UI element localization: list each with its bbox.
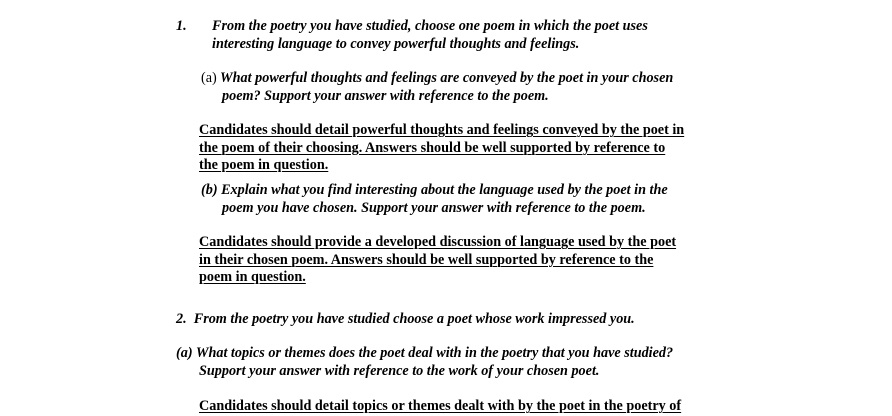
question-1-prompt-line-2: interesting language to convey powerful thoughts and feelings. [212,35,580,52]
question-1a-prompt-line-2: poem? Support your answer with reference to the poem. [222,87,549,104]
question-2-prompt [176,311,635,329]
question-1b-marking-line-2: in their chosen poem. Answers should be well supported by reference to the [199,251,654,268]
question-1b-prompt [201,182,668,217]
question-2a-label: (a) [176,345,193,361]
question-1a-marking-line-1: Candidates should detail powerful thoughts and feelings conveyed by the poet in [199,122,685,138]
question-1b-prompt-line-2: poem you have chosen. Support your answer with reference to the poem. [222,199,646,216]
question-2a-marking-line-1: Candidates should detail topics or themes dealt with by the poet in the poetry of [199,398,682,414]
question-2a-marking-guidance [199,398,681,416]
question-1-prompt [212,18,648,53]
question-1a-prompt-line-1: What powerful thoughts and feelings are conveyed by the poet in your chosen [220,70,674,86]
question-1-prompt-line-1: From the poetry you have studied, choose one poem in which the poet uses [212,18,648,34]
question-1a-marking-guidance [199,122,684,175]
question-2a-prompt [176,345,673,380]
question-2-prompt-text: From the poetry you have studied choose a poet whose work impressed you. [193,311,635,327]
question-1a-label: (a) [201,70,217,86]
question-1a-marking-line-2: the poem of their choosing. Answers should be well supported by reference to [199,139,666,156]
question-2a-prompt-line-2: Support your answer with reference to the work of your chosen poet. [199,362,600,379]
question-1b-prompt-line-1: Explain what you find interesting about the language used by the poet in the [221,182,668,198]
question-1b-marking-line-1: Candidates should provide a developed discussion of language used by the poet [199,234,677,250]
question-1a-marking-line-3: the poem in question. [199,157,329,173]
question-1-number: 1. [176,18,187,34]
question-1b-label: (b) [201,182,218,198]
question-1b-marking-guidance [199,234,676,287]
question-2a-prompt-line-1: What topics or themes does the poet deal with in the poetry that you have studied? [195,345,674,361]
question-1a-prompt [201,70,673,105]
question-2-number: 2. [176,311,187,327]
question-1b-marking-line-3: poem in question. [199,269,306,285]
